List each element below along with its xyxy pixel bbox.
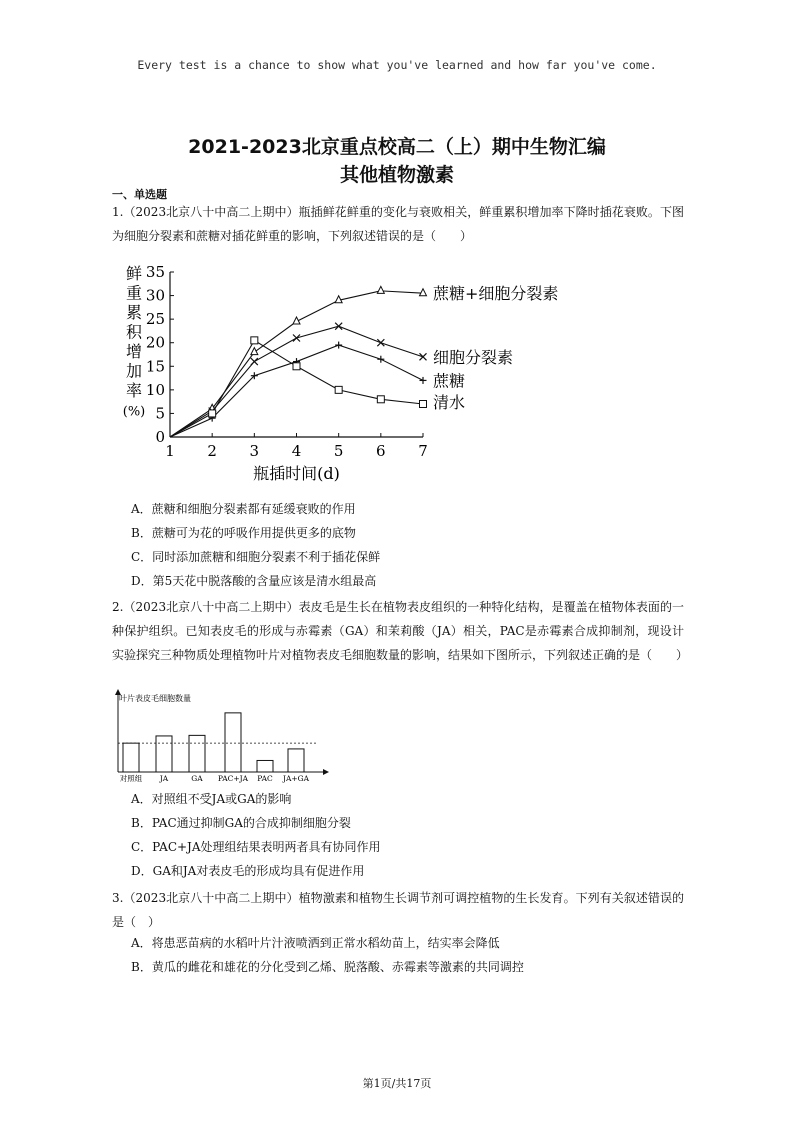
y-axis-title-char: 鲜 <box>125 264 143 283</box>
x-tick-label: 6 <box>376 442 386 460</box>
data-point <box>293 363 300 370</box>
y-axis-title-char: 增 <box>125 342 143 361</box>
line-chart-fresh-weight <box>110 262 580 487</box>
data-point <box>251 348 258 355</box>
data-point <box>420 353 427 360</box>
y-axis-title-char: (%) <box>122 404 146 420</box>
data-point <box>377 286 384 293</box>
question-3-option-b: B．黄瓜的雌花和雄花的分化受到乙烯、脱落酸、赤霉素等激素的共同调控 <box>131 960 524 974</box>
x-tick-label: JA <box>159 774 169 783</box>
bar <box>123 743 139 772</box>
question-2-option-d: D．GA和JA对表皮毛的形成均具有促进作用 <box>131 864 365 878</box>
question-1-option-b: B．蔗糖可为花的呼吸作用提供更多的底物 <box>131 526 356 540</box>
series-label: 蔗糖 <box>433 371 466 391</box>
x-tick-label: 5 <box>333 442 344 460</box>
data-point <box>420 401 427 408</box>
page-title: 2021-2023北京重点校高二（上）期中生物汇编 <box>188 136 606 158</box>
section-heading: 一、单选题 <box>112 188 167 201</box>
x-tick-label: 2 <box>207 442 217 460</box>
data-point <box>335 323 342 330</box>
bar <box>257 760 273 772</box>
bar <box>156 736 172 772</box>
series-label: 蔗糖+细胞分裂素 <box>433 284 559 304</box>
question-2-option-b: B．PAC通过抑制GA的合成抑制细胞分裂 <box>131 816 351 830</box>
page-subtitle: 其他植物激素 <box>339 164 454 186</box>
x-tick-label: 对照组 <box>119 774 143 783</box>
question-1-option-d: D．第5天花中脱落酸的含量应该是清水组最高 <box>131 574 377 588</box>
bar <box>288 749 304 772</box>
question-2-option-a: A．对照组不受JA或GA的影响 <box>131 792 292 806</box>
series-label: 清水 <box>433 393 466 412</box>
bar <box>225 713 241 772</box>
data-point <box>377 339 384 346</box>
x-axis-title: 瓶插时间(d) <box>253 464 340 483</box>
y-tick-label: 35 <box>145 263 165 281</box>
x-tick-label: 3 <box>249 442 260 460</box>
page-motto: Every test is a chance to show what you've learned and how far you've come. <box>137 58 657 72</box>
data-point <box>293 335 300 342</box>
y-axis-title: 叶片表皮毛细胞数量 <box>119 694 191 703</box>
data-point <box>420 289 427 296</box>
data-point <box>251 337 258 344</box>
data-point <box>251 358 258 365</box>
x-tick-label: 7 <box>418 442 428 460</box>
page-number: 第1页/共17页 <box>362 1077 432 1090</box>
y-axis-title-char: 累 <box>125 303 143 322</box>
y-axis-title-char: 重 <box>125 283 143 303</box>
y-axis-title-char: 积 <box>125 322 143 342</box>
data-point <box>335 386 342 393</box>
x-axis-arrow <box>323 769 329 775</box>
y-tick-label: 25 <box>145 310 165 329</box>
question-3-option-a: A．将患恶苗病的水稻叶片汁液喷洒到正常水稻幼苗上，结实率会降低 <box>131 936 500 950</box>
data-point <box>420 377 427 384</box>
series-label: 细胞分裂素 <box>433 347 514 367</box>
x-tick-label: 1 <box>165 442 175 460</box>
y-tick-label: 5 <box>155 404 165 423</box>
x-tick-label: GA <box>191 774 203 783</box>
question-2-option-c: C．PAC+JA处理组结果表明两者具有协同作用 <box>131 840 381 854</box>
question-1-stem: 1.（2023北京八十中高二上期中）瓶插鲜花鲜重的变化与衰败相关，鲜重累积增加率下降时插花衰败。下图为细胞分裂素和蔗糖对插花鲜重的影响，下列叙述错误的是（ ） <box>112 205 684 243</box>
y-tick-label: 20 <box>145 333 165 352</box>
y-axis-title-char: 率 <box>125 381 143 400</box>
bar-chart-trichome <box>110 688 340 788</box>
bar <box>189 735 205 772</box>
question-2-stem: 2.（2023北京八十中高二上期中）表皮毛是生长在植物表皮组织的一种特化结构，是覆盖在植物体表面的一种保护组织。已知表皮毛的形成与赤霉素（GA）和茉莉酸（JA）相关，PAC是赤霉素合成抑制剂，现设计实验探究三种物质处理植物叶片对植物表皮毛细胞数量的影响，结果如下图所示，下列叙述正确的是（ ） <box>112 600 689 662</box>
question-3-stem: 3.（2023北京八十中高二上期中）植物激素和植物生长调节剂可调控植物的生长发育。下列有关叙述错误的是（ ） <box>112 891 684 929</box>
data-point <box>377 396 384 403</box>
y-tick-label: 15 <box>145 357 165 376</box>
data-point <box>335 342 342 349</box>
series-line <box>170 340 423 437</box>
data-point <box>209 410 216 417</box>
y-tick-label: 0 <box>155 428 165 446</box>
question-1-option-c: C．同时添加蔗糖和细胞分裂素不利于插花保鲜 <box>131 550 381 564</box>
y-tick-label: 30 <box>145 286 165 305</box>
x-tick-label: 4 <box>291 442 302 460</box>
x-tick-label: JA+GA <box>282 774 310 783</box>
y-tick-label: 10 <box>145 380 165 399</box>
x-tick-label: PAC <box>257 774 273 783</box>
y-axis-title-char: 加 <box>125 361 143 381</box>
data-point <box>377 356 384 363</box>
question-1-option-a: A．蔗糖和细胞分裂素都有延缓衰败的作用 <box>131 502 356 516</box>
x-tick-label: PAC+JA <box>217 774 249 783</box>
